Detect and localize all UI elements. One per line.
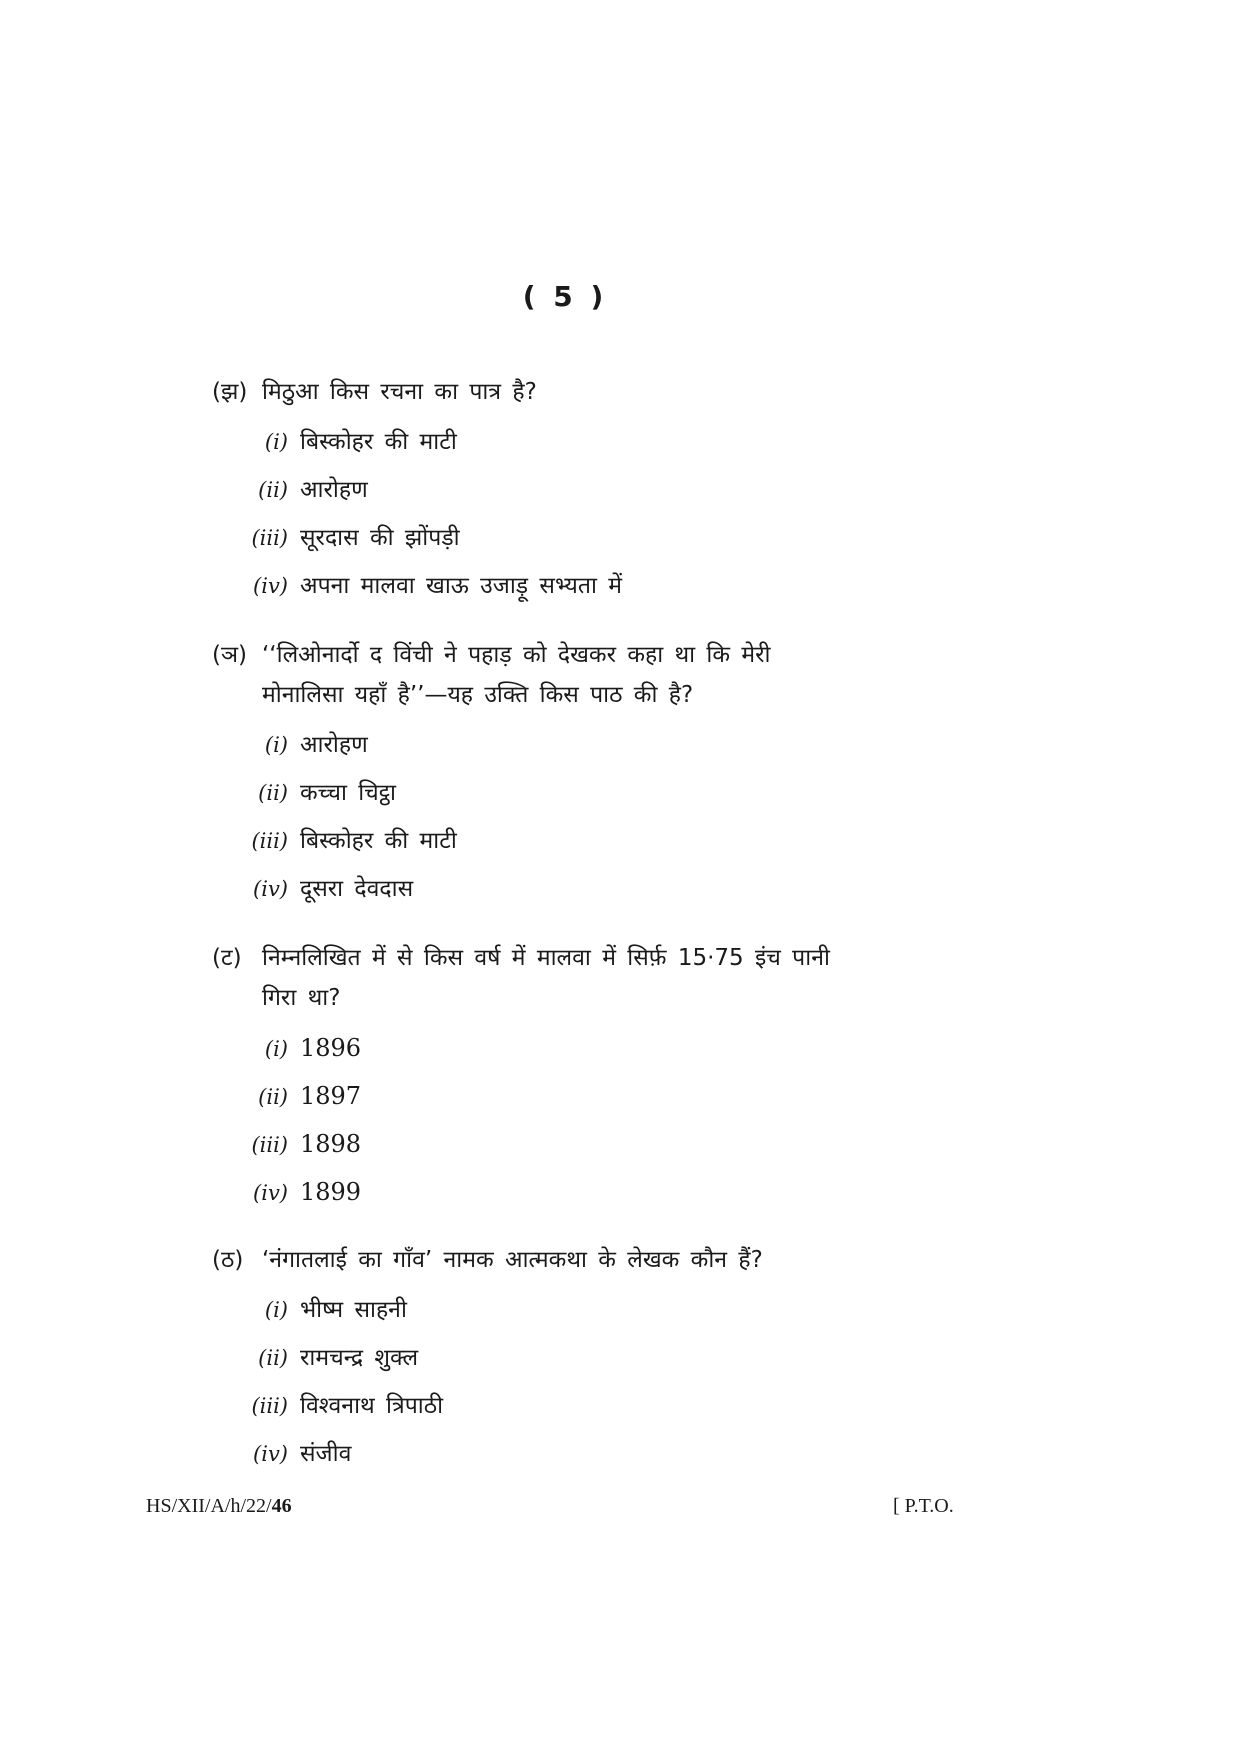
option <box>212 466 932 514</box>
option-number: (i) <box>264 1037 288 1061</box>
option-text: विश्वनाथ त्रिपाठी <box>300 1393 444 1419</box>
option <box>212 1072 932 1120</box>
option-text: बिस्कोहर की माटी <box>300 828 457 854</box>
option-number: (ii) <box>258 1085 288 1109</box>
page-number: ( 5 ) <box>522 280 608 313</box>
paper-code-number: 46 <box>271 1495 292 1517</box>
option-number: (iii) <box>251 526 288 550</box>
option <box>212 1430 932 1478</box>
option-number: (iv) <box>253 1442 288 1466</box>
option <box>212 418 932 466</box>
option-text: आरोहण <box>300 732 368 758</box>
option-text: रामचन्द्र शुक्ल <box>300 1345 419 1371</box>
pto-label: [ P.T.O. <box>893 1495 954 1517</box>
question-text: ‘‘लिओनार्दो द विंची ने पहाड़ को देखकर कहा था कि मेरी <box>262 642 771 668</box>
question-line <box>212 1240 932 1280</box>
question-line <box>212 938 932 978</box>
option-text: संजीव <box>300 1441 352 1467</box>
question-tha <box>212 1240 932 1478</box>
option-number: (i) <box>264 733 288 757</box>
question-label: (ट) <box>212 945 242 971</box>
option <box>212 865 932 913</box>
question-jha <box>212 372 932 610</box>
option-text: दूसरा देवदास <box>300 876 414 902</box>
option <box>212 1334 932 1382</box>
option <box>212 769 932 817</box>
question-text: ‘नंगातलाई का गाँव’ नामक आत्मकथा के लेखक कौन हैं? <box>262 1247 763 1273</box>
option-number: (ii) <box>258 1346 288 1370</box>
option <box>212 721 932 769</box>
question-label: (ञ) <box>212 642 248 668</box>
option-number: (iii) <box>251 829 288 853</box>
question-line <box>212 372 932 412</box>
option <box>212 1168 932 1216</box>
option-number: (iv) <box>253 877 288 901</box>
question-text: निम्नलिखित में से किस वर्ष में मालवा में सिर्फ़ 15·75 इंच पानी <box>262 945 830 971</box>
option-number: (iv) <box>253 574 288 598</box>
paper-code-prefix: HS/XII/A/h/22/ <box>146 1495 272 1517</box>
option <box>212 1120 932 1168</box>
option-text: कच्चा चिट्ठा <box>300 780 396 806</box>
option <box>212 1382 932 1430</box>
paper-code <box>146 1495 292 1518</box>
option-number: (iv) <box>253 1181 288 1205</box>
option-text: 1896 <box>300 1034 362 1062</box>
option-number: (i) <box>264 430 288 454</box>
option-text: 1898 <box>300 1130 362 1158</box>
option-number: (ii) <box>258 781 288 805</box>
option <box>212 817 932 865</box>
option-text: भीष्म साहनी <box>300 1297 407 1323</box>
option <box>212 1024 932 1072</box>
option <box>212 562 932 610</box>
question-nya <box>212 635 932 913</box>
option <box>212 1286 932 1334</box>
option-number: (iii) <box>251 1133 288 1157</box>
options-list <box>212 1024 932 1216</box>
option-number: (iii) <box>251 1394 288 1418</box>
option <box>212 514 932 562</box>
option-number: (ii) <box>258 478 288 502</box>
option-text: अपना मालवा खाऊ उजाड़ू सभ्यता में <box>300 573 622 599</box>
question-text: मिठुआ किस रचना का पात्र है? <box>262 379 537 405</box>
option-text: 1899 <box>300 1178 362 1206</box>
question-label: (झ) <box>212 379 248 405</box>
question-text: मोनालिसा यहाँ है’’—यह उक्ति किस पाठ की है? <box>262 682 694 708</box>
options-list <box>212 418 932 610</box>
option-text: बिस्कोहर की माटी <box>300 429 457 455</box>
options-list <box>212 1286 932 1478</box>
options-list <box>212 721 932 913</box>
option-text: 1897 <box>300 1082 362 1110</box>
option-text: आरोहण <box>300 477 368 503</box>
question-text: गिरा था? <box>262 985 341 1011</box>
option-text: सूरदास की झोंपड़ी <box>300 525 460 551</box>
question-line-continued <box>212 675 932 715</box>
question-line <box>212 635 932 675</box>
question-label: (ठ) <box>212 1247 244 1273</box>
question-line-continued <box>212 978 932 1018</box>
option-number: (i) <box>264 1298 288 1322</box>
question-ta <box>212 938 932 1216</box>
